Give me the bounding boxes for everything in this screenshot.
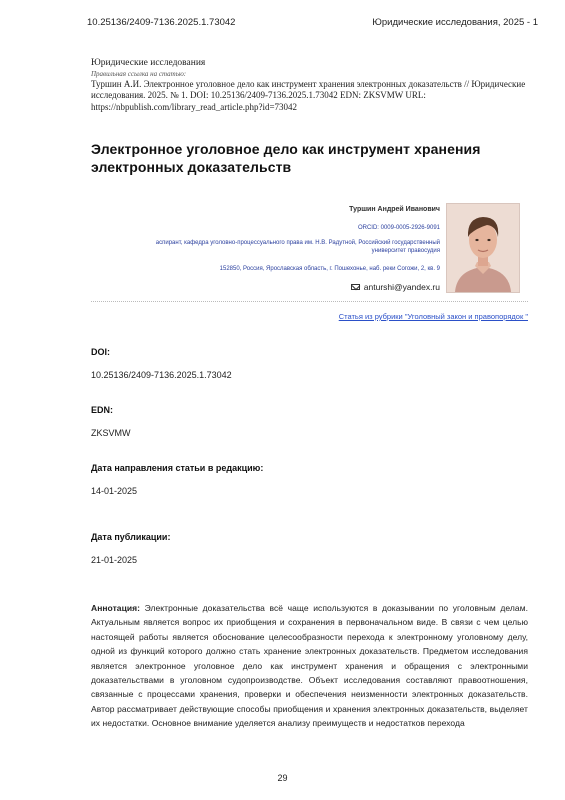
article-title: Электронное уголовное дело как инструмент хранения электронных доказательств <box>91 141 481 175</box>
citation-block <box>91 58 531 113</box>
publication-date-value: 21-01-2025 <box>91 555 138 565</box>
author-orcid[interactable]: ORCID: 0009-0005-2926-9091 <box>357 225 440 231</box>
author-photo <box>446 203 520 293</box>
author-email-text: anturshi@yandex.ru <box>363 282 440 292</box>
author-email[interactable] <box>351 283 440 291</box>
sent-date-label: Дата направления статьи в редакцию: <box>91 463 264 473</box>
citation-howto: Правильная ссылка на статью: <box>91 69 187 78</box>
header-doi: 10.25136/2409-7136.2025.1.73042 <box>87 17 236 28</box>
author-address: 152850, Россия, Ярославская область, г. Пошехонье, наб. реки Согожи, 2, кв. 9 <box>219 266 440 272</box>
sent-date-value: 14-01-2025 <box>91 486 138 496</box>
abstract-label: Аннотация: <box>91 603 141 613</box>
abstract <box>91 601 528 731</box>
citation-journal: Юридические исследования <box>91 58 206 68</box>
citation-reference[interactable]: Туршин А.И. Электронное уголовное дело как инструмент хранения электронных доказательств // Юридические исследования. 2025. № 1. DOI: 10.25136/2409-7136.2025.1.73042 EDN: ZKSVMW URL: https://nbpublish.com/library_read_article.php?id=73042 <box>91 78 526 112</box>
doi-value: 10.25136/2409-7136.2025.1.73042 <box>91 370 232 380</box>
author-name: Туршин Андрей Иванович <box>349 206 440 213</box>
publication-date-label: Дата публикации: <box>91 532 171 542</box>
separator-line <box>91 301 528 302</box>
edn-label: EDN: <box>91 405 113 415</box>
doi-label: DOI: <box>91 347 110 357</box>
header-journal-page: Юридические исследования, 2025 - 1 <box>372 17 538 28</box>
mail-icon <box>351 284 360 290</box>
author-portrait-icon <box>447 204 519 292</box>
rubric-link[interactable]: Статья из рубрики "Уголовный закон и правопорядок " <box>338 312 528 321</box>
author-position: аспирант, кафедра уголовно-процессуального права им. Н.В. Радутной, Российский государственный университет правосудия <box>155 240 440 254</box>
edn-value: ZKSVMW <box>91 428 131 438</box>
page-number: 29 <box>277 773 288 783</box>
abstract-text: Электронные доказательства всё чаще используются в доказывании по уголовным делам. Актуальным является вопрос их приобщения и сохранения в первоначальном виде. В связи с чем целью настоящей работы является обоснование целесообразности перехода к электронному уголовному делу, одной из функций которого должно стать хранение электронных доказательств. Предметом исследования является электронное уголовное дело как инструмент хранения и обращения с электронными доказательствами в уголовном судопроизводстве. Объект исследования составляют правоотношения, связанные с процессами хранения, проверки и обеспечения неизменности электронных доказательств. Автор рассматривает действующие способы приобщения и хранения электронных доказательств, выделяет их недостатки. Основное внимание уделяется анализу преимуществ и недостатков перехода <box>91 603 528 729</box>
